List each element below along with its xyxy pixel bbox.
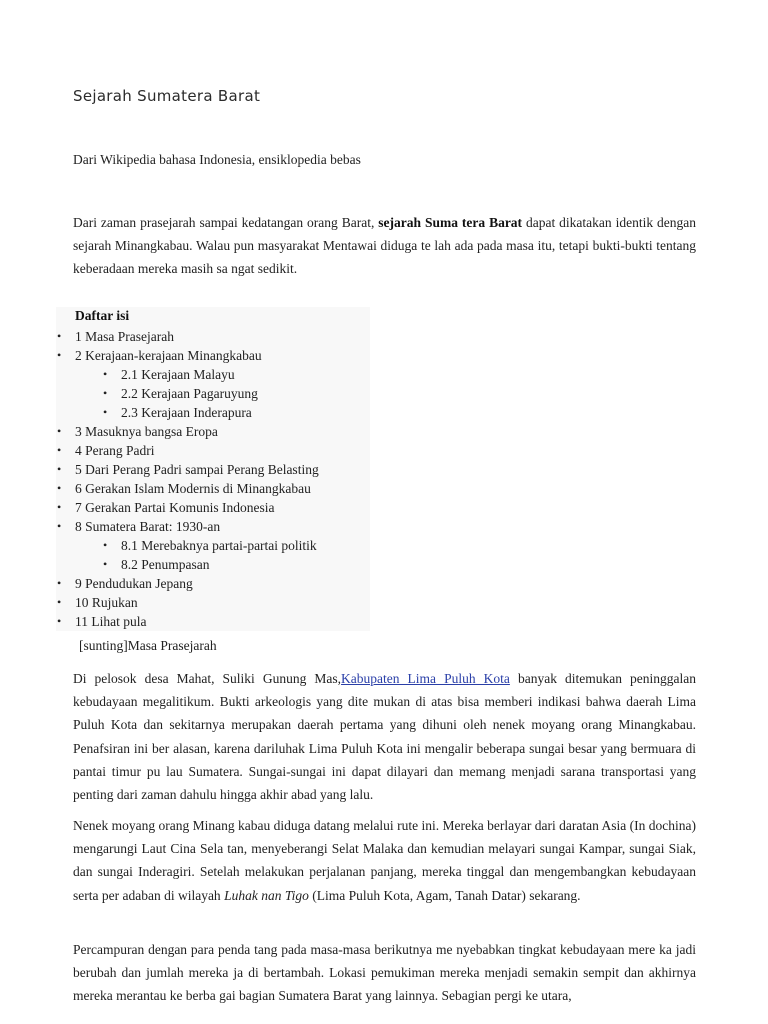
toc-item[interactable] [57,327,174,346]
toc-item-label: 8.1 Merebaknya partai-partai politik [121,538,317,553]
bullet-icon: • [57,424,62,438]
toc-item[interactable] [57,593,138,612]
page-subtitle: Dari Wikipedia bahasa Indonesia, ensiklopedia bebas [73,152,361,167]
toc-item[interactable] [57,517,221,536]
toc-item-label: 2.1 Kerajaan Malayu [121,367,235,382]
bullet-icon: • [57,519,62,533]
toc-subitem[interactable] [103,555,210,574]
paragraph-prasejarah-3: Percampuran dengan para penda tang pada masa-masa berikutnya me nyebabkan tingkat kebudayaan mere ka jadi berubah dan jumlah mereka ja di bertambah. Lokasi pemukiman mereka menjadi semakin sempit dan akhirnya mereka merantau ke berba gai bagian Sumatera Barat yang lainnya. Sebagian pergi ke utara, [73,942,696,1004]
bullet-icon: • [57,443,62,457]
bullet-icon: • [103,538,108,552]
bullet-icon: • [57,329,62,343]
bullet-icon: • [57,500,62,514]
bullet-icon: • [57,614,62,628]
toc-item-label: 2.2 Kerajaan Pagaruyung [121,386,258,401]
kabupaten-link[interactable]: Kabupaten Lima Puluh Kota [341,671,510,686]
bullet-icon: • [57,462,62,476]
bullet-icon: • [103,557,108,571]
toc-item-label: 11 Lihat pula [75,614,147,629]
toc-item-label: 4 Perang Padri [75,443,155,458]
toc-item-label: 10 Rujukan [75,595,138,610]
paragraph-text: Nenek moyang orang Minang kabau diduga datang melalui rute ini. Mereka berlayar dari daratan Asia (In dochina) mengarungi Laut Cina Sela tan, menyeberangi Selat Malaka dan kemudian melayari sungai Kampar, sungai Siak, dan sungai Inderagiri. Setelah melakukan perjalanan panjang, mereka tinggal dan mengembangkan kebudayaan serta per adaban di wilayah [73,818,696,903]
bullet-icon: • [103,386,108,400]
intro-bold-term: sejarah Suma tera Barat [378,215,523,230]
section-heading: [sunting]Masa Prasejarah [79,638,217,653]
intro-text-after: dapat dikatakan identik dengan sejarah Minangkabau. Walau pun masyarakat Mentawai diduga te lah ada pada masa itu, tetapi bukti-bukti tentang keberadaan mereka masih sa ngat sedikit. [73,215,696,277]
toc-item-label: 8.2 Penumpasan [121,557,210,572]
paragraph-text: (Lima Puluh Kota, Agam, Tanah Datar) sekarang. [308,887,581,903]
toc-item[interactable] [57,574,193,593]
bullet-icon: • [103,367,108,381]
toc-item[interactable] [57,460,319,479]
paragraph-text: banyak ditemukan peninggalan kebudayaan megalitikum. Bukti arkeologis yang dite mukan di atas bisa memberi indikasi bahwa daerah Lima Puluh Kota dan sekitarnya merupakan daerah pertama yang dihuni oleh nenek moyang orang Minangkabau. Penafsiran ini ber alasan, karena dariluhak Lima Puluh Kota ini mengalir beberapa sungai besar yang bermuara di pantai timur pu lau Sumatera. Sungai-sungai ini dapat dilayari dan memang menjadi sarana transportasi yang penting dari zaman dahulu hingga akhir abad yang lalu. [73,671,697,803]
toc-item[interactable] [57,612,147,631]
toc-title: Daftar isi [75,308,130,323]
toc-item-label: 7 Gerakan Partai Komunis Indonesia [75,500,275,515]
bullet-icon: • [57,348,62,362]
toc-subitem[interactable] [103,384,258,403]
toc-item[interactable] [57,479,311,498]
toc-item-label: 8 Sumatera Barat: 1930-an [75,519,221,534]
intro-paragraph [73,211,696,281]
bullet-icon: • [57,595,62,609]
bullet-icon: • [57,481,62,495]
paragraph-text: Di pelosok desa Mahat, Suliki Gunung Mas, [73,671,342,686]
toc-item[interactable] [57,498,275,517]
toc-item-label: 5 Dari Perang Padri sampai Perang Belasting [75,462,319,477]
paragraph-prasejarah-1 [73,667,696,806]
toc-item-label: 3 Masuknya bangsa Eropa [75,424,218,439]
toc-item-label: 2 Kerajaan-kerajaan Minangkabau [75,348,262,363]
page-title: Sejarah Sumatera Barat [73,87,261,105]
toc-item-label: 1 Masa Prasejarah [75,329,174,344]
toc-item-label: 6 Gerakan Islam Modernis di Minangkabau [75,481,311,496]
toc-item-label: 9 Pendudukan Jepang [75,576,193,591]
paragraph-prasejarah-2 [73,814,696,907]
toc-subitem[interactable] [103,536,317,555]
bullet-icon: • [103,405,108,419]
toc-item-label: 2.3 Kerajaan Inderapura [121,405,252,420]
toc-item[interactable] [57,422,218,441]
toc-item[interactable] [57,346,262,365]
toc-item[interactable] [57,441,155,460]
italic-term: Luhak nan Tigo [224,887,309,903]
toc-subitem[interactable] [103,365,235,384]
toc-subitem[interactable] [103,403,252,422]
intro-text-before: Dari zaman prasejarah sampai kedatangan orang Barat, [73,215,379,230]
bullet-icon: • [57,576,62,590]
